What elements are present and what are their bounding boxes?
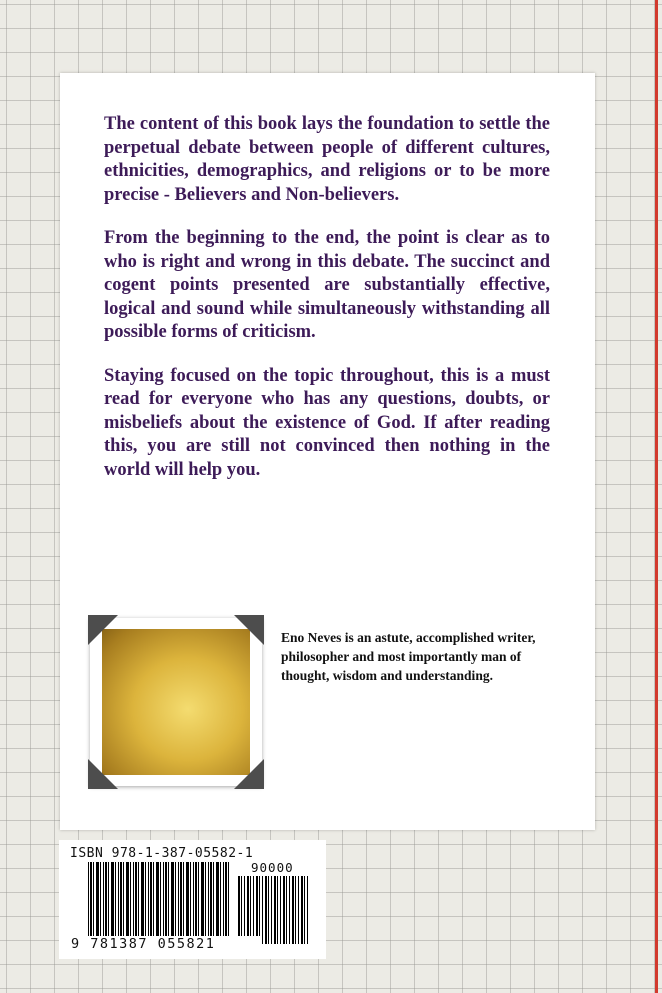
isbn-label: ISBN 978-1-387-05582-1 — [70, 846, 254, 861]
photo-corner-bottom-right-icon — [234, 759, 264, 789]
photo-corner-top-right-icon — [234, 615, 264, 645]
barcode-addon-number: 90000 — [251, 860, 294, 875]
author-photo-frame — [90, 618, 262, 786]
author-bio: Eno Neves is an astute, accomplished writer, philosopher and most importantly man of thought, wisdom and understanding. — [281, 630, 536, 683]
blurb-paragraph-2: From the beginning to the end, the point is clear as to who is right and wrong in this debate. The succinct and cogent points presented are substantially effective, logical and sound while simultaneously withstanding all possible forms of criticism. — [104, 228, 550, 342]
barcode-addon-bars — [238, 876, 308, 944]
photo-corner-bottom-left-icon — [88, 759, 118, 789]
barcode-digits: 9 781387 055821 — [69, 936, 261, 952]
photo-corner-top-left-icon — [88, 615, 118, 645]
isbn-barcode — [59, 840, 326, 959]
notebook-margin-line — [655, 0, 658, 993]
blurb-paragraph-3: Staying focused on the topic throughout, this is a must read for everyone who has any questions, doubts, or misbeliefs about the existence of God. If after reading this, you are still not convinced then nothing in the world will help you. — [104, 365, 550, 480]
book-blurb — [104, 113, 550, 502]
author-photo-placeholder — [102, 629, 250, 775]
blurb-paragraph-1: The content of this book lays the foundation to settle the perpetual debate between people of different cultures, ethnicities, demographics, and religions or to be more precise - Believers and Non-believers. — [104, 114, 550, 205]
barcode-bars — [88, 862, 231, 944]
back-cover-panel — [60, 73, 595, 830]
